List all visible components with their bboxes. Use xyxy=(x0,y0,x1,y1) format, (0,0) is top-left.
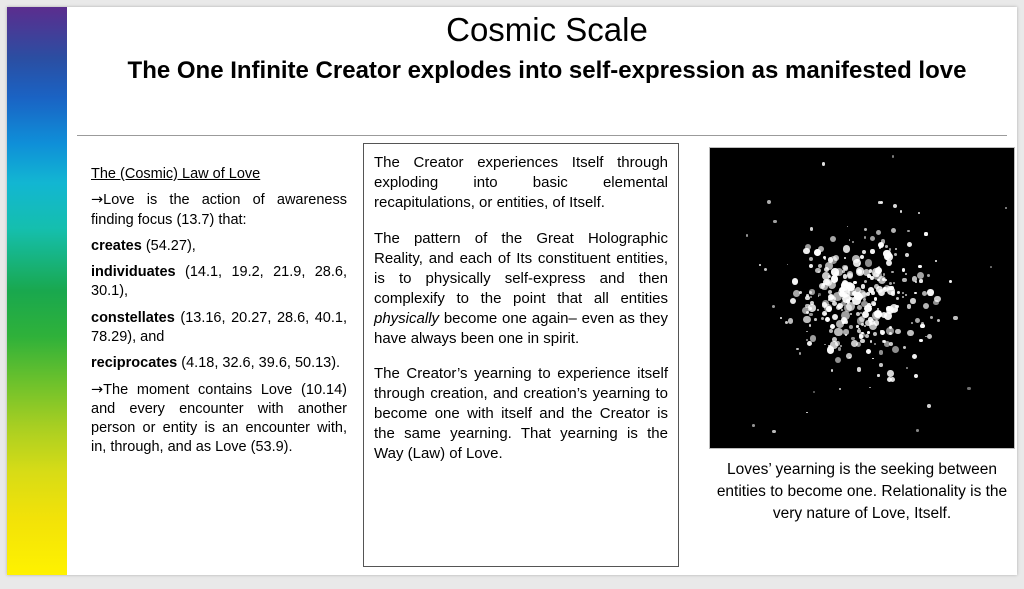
left-paragraph-6: →The moment contains Love (10.14) and every encounter with another person or entity is an encounter with, in, through, and as Love (53.9). xyxy=(91,381,347,456)
right-image-column xyxy=(709,147,1015,525)
middle-paragraph-1: The Creator experiences Itself through exploding into basic elemental recapitulations, or entities, of Itself. xyxy=(374,154,668,211)
left-paragraph-1: →Love is the action of awareness finding focus (13.7) that: xyxy=(91,192,347,228)
gradient-accent-bar xyxy=(7,7,67,575)
left-paragraph-3: individuates (14.1, 19.2, 21.9, 28.6, 30.1), xyxy=(91,264,347,300)
left-paragraph-5: reciprocates (4.18, 32.6, 39.6, 50.13). xyxy=(91,355,341,372)
middle-text-box xyxy=(363,143,679,567)
middle-paragraph-2: The pattern of the Great Holographic Reality, and each of Its constituent entities, is to physically self-express and then complexify to the point that all entities physically become one again– even as they have always been one in spirit. xyxy=(374,229,668,347)
left-paragraph-4: constellates (13.16, 20.27, 28.6, 40.1, 78.29), and xyxy=(91,309,347,345)
left-paragraph-2: creates (54.27), xyxy=(91,237,196,254)
left-column-heading: The (Cosmic) Law of Love xyxy=(91,166,261,182)
page-subtitle: The One Infinite Creator explodes into self-expression as manifested love xyxy=(127,56,967,84)
emphasis-physically: physically xyxy=(374,309,440,327)
left-text-column xyxy=(91,165,347,465)
slide-header xyxy=(77,7,1017,86)
image-caption: Loves’ yearning is the seeking between entities to become one. Relationality is the very nature of Love, Itself. xyxy=(716,461,1008,522)
header-divider xyxy=(77,135,1007,136)
page-title: Cosmic Scale xyxy=(446,11,648,48)
slide xyxy=(7,7,1017,575)
middle-paragraph-3: The Creator’s yearning to experience itself through creation, and creation’s yearning to become one with itself and the Creator is the same yearning. That yearning is the Way (Law) of Love. xyxy=(374,365,668,463)
slide-body xyxy=(77,143,1017,573)
starfield-image xyxy=(709,147,1015,449)
